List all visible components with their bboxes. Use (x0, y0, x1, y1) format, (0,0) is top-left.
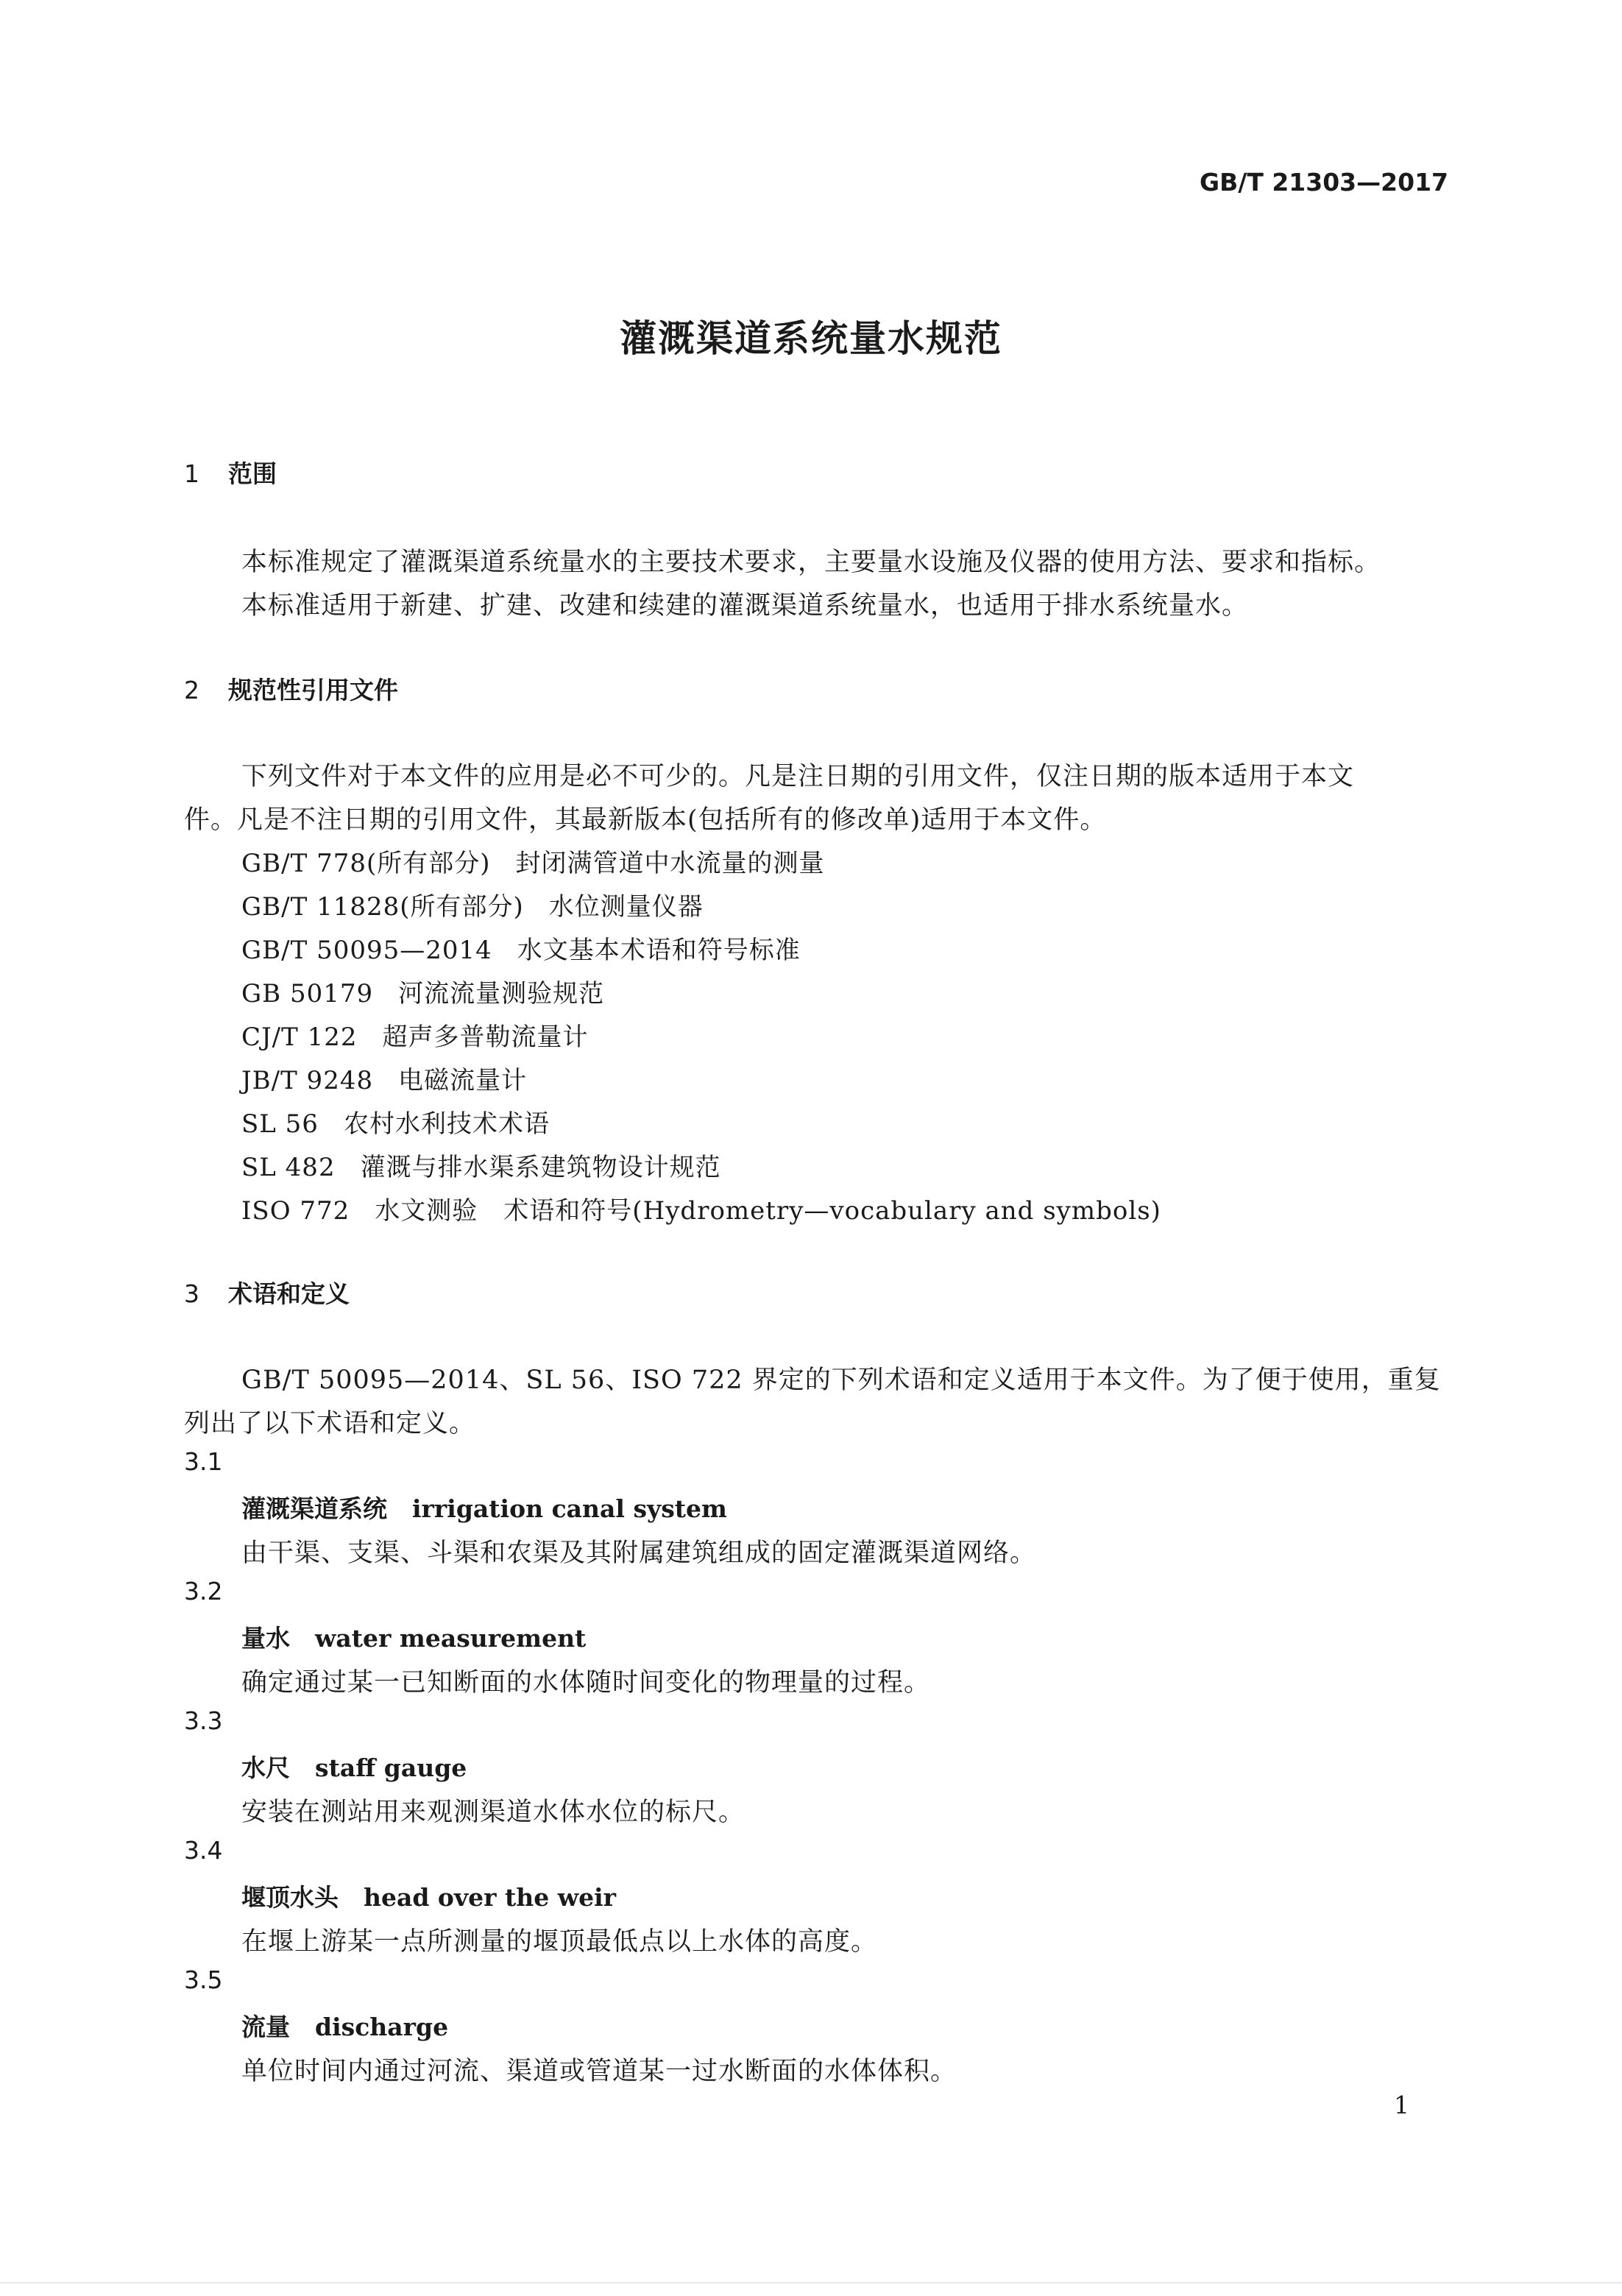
reference-item (241, 843, 825, 879)
reference-item (241, 973, 604, 1009)
section-3-number: 3 (184, 1279, 199, 1308)
page-edge-divider (0, 2282, 1622, 2283)
term-en: water measurement (315, 1624, 587, 1653)
reference-item (241, 1060, 527, 1096)
term-zh: 灌溉渠道系统 (241, 1494, 387, 1523)
reference-title: 农村水利技术术语 (343, 1109, 550, 1139)
term-zh: 堰顶水头 (241, 1883, 339, 1912)
term-definition: 在堰上游某一点所测量的堰顶最低点以上水体的高度。 (241, 1927, 878, 1957)
term-definition: 确定通过某一已知断面的水体随时间变化的物理量的过程。 (241, 1668, 931, 1698)
reference-title: 水位测量仪器 (548, 892, 704, 922)
section-2-heading (184, 671, 398, 706)
section-2-number: 2 (184, 676, 199, 704)
reference-item (241, 930, 801, 966)
reference-item (241, 1147, 721, 1183)
term-heading (241, 1619, 586, 1654)
reference-title: 超声多普勒流量计 (382, 1022, 589, 1052)
term-zh: 水尺 (241, 1753, 290, 1782)
reference-item (241, 1190, 1161, 1226)
term-heading (241, 1879, 616, 1913)
reference-code: GB/T 778(所有部分) (241, 849, 491, 878)
reference-item (241, 1103, 550, 1140)
term-number: 3.2 (184, 1577, 223, 1606)
term-heading (241, 1749, 467, 1784)
term-number: 3.4 (184, 1836, 223, 1865)
reference-item (241, 1017, 588, 1053)
term-zh: 流量 (241, 2013, 290, 2041)
reference-code: SL 56 (241, 1109, 319, 1139)
term-en: discharge (315, 2013, 449, 2041)
term-heading (241, 1490, 727, 1525)
section-1-number: 1 (184, 459, 199, 488)
reference-code: JB/T 9248 (241, 1066, 374, 1095)
page-number: 1 (1394, 2091, 1409, 2119)
section-3-intro-line-2: 列出了以下术语和定义。 (184, 1409, 476, 1438)
reference-title: 灌溉与排水渠系建筑物设计规范 (360, 1153, 721, 1182)
term-definition: 单位时间内通过河流、渠道或管道某一过水断面的水体体积。 (241, 2057, 957, 2086)
reference-title: 封闭满管道中水流量的测量 (515, 849, 825, 878)
section-2-intro-line-2: 件。凡是不注日期的引用文件，其最新版本(包括所有的修改单)适用于本文件。 (184, 805, 1107, 835)
standard-code: GB/T 21303—2017 (1200, 168, 1448, 197)
term-zh: 量水 (241, 1624, 290, 1653)
reference-code: ISO 772 (241, 1196, 350, 1226)
term-number: 3.5 (184, 1965, 223, 1994)
reference-code: SL 482 (241, 1153, 336, 1182)
reference-title: 河流流量测验规范 (398, 979, 605, 1009)
term-en: irrigation canal system (412, 1494, 727, 1523)
term-en: staff gauge (315, 1753, 467, 1782)
reference-code: GB/T 11828(所有部分) (241, 892, 524, 922)
reference-title: 水文测验 术语和符号(Hydrometry—vocabulary and symbols) (375, 1196, 1161, 1226)
section-3-heading (184, 1275, 350, 1310)
reference-title: 水文基本术语和符号标准 (517, 936, 801, 965)
section-3-title: 术语和定义 (228, 1279, 350, 1308)
reference-code: GB 50179 (241, 979, 374, 1009)
term-heading (241, 2008, 448, 2043)
section-2-title: 规范性引用文件 (228, 676, 398, 704)
reference-item (241, 886, 704, 922)
reference-title: 电磁流量计 (398, 1066, 528, 1095)
section-3-intro-line-1: GB/T 50095—2014、SL 56、ISO 722 界定的下列术语和定义适用于本文件。为了便于使用，重复 (241, 1366, 1441, 1395)
term-en: head over the weir (364, 1883, 617, 1912)
term-definition: 安装在测站用来观测渠道水体水位的标尺。 (241, 1798, 746, 1827)
reference-code: GB/T 50095—2014 (241, 936, 492, 965)
section-1-title: 范围 (228, 459, 277, 488)
section-2-intro-line-1: 下列文件对于本文件的应用是必不可少的。凡是注日期的引用文件，仅注日期的版本适用于本文 (241, 762, 1355, 791)
section-1-heading (184, 455, 277, 490)
term-definition: 由干渠、支渠、斗渠和农渠及其附属建筑组成的固定灌溉渠道网络。 (241, 1539, 1037, 1568)
section-1-para-1: 本标准规定了灌溉渠道系统量水的主要技术要求，主要量水设施及仪器的使用方法、要求和指标。 (241, 548, 1381, 577)
term-number: 3.1 (184, 1447, 223, 1476)
term-number: 3.3 (184, 1706, 223, 1735)
document-title: 灌溉渠道系统量水规范 (620, 317, 1002, 360)
section-1-para-2: 本标准适用于新建、扩建、改建和续建的灌溉渠道系统量水，也适用于排水系统量水。 (241, 591, 1249, 621)
reference-code: CJ/T 122 (241, 1022, 358, 1052)
